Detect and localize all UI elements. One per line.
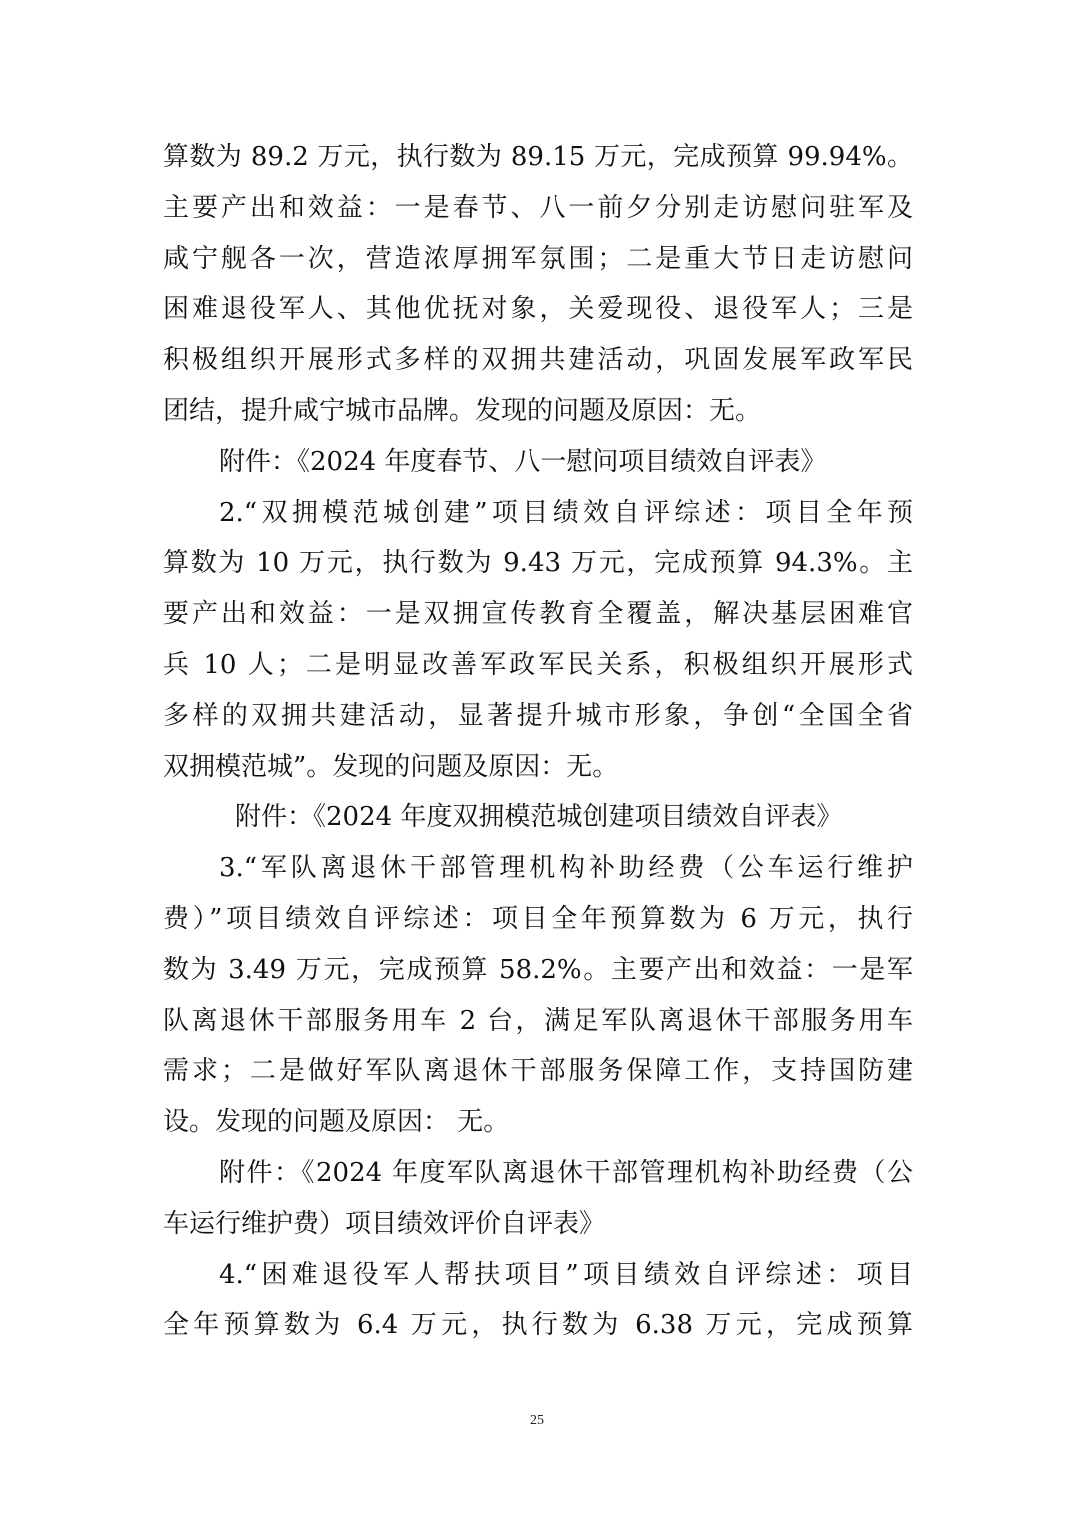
attachment-line: 附件：《2024 年度双拥模范城创建项目绩效自评表》 [235,802,843,833]
text-line: 全年预算数为 6.4 万元，执行数为 6.38 万元，完成预算 [163,1310,913,1341]
attachment-line: 附件：《2024 年度军队离退休干部管理机构补助经费（公 [219,1157,913,1188]
text-line: 积极组织开展形式多样的双拥共建活动，巩固发展军政军民 [163,345,913,376]
text-line: 咸宁舰各一次，营造浓厚拥军氛围；二是重大节日走访慰问 [163,243,913,274]
text-line: 团结，提升咸宁城市品牌。发现的问题及原因：无。 [163,395,762,426]
text-line: 算数为 89.2 万元，执行数为 89.15 万元，完成预算 99.94%。 [163,142,913,172]
text-line: 数为 3.49 万元，完成预算 58.2%。主要产出和效益：一是军 [163,954,913,985]
text-line: 困难退役军人、其他优抚对象，关爱现役、退役军人；三是 [163,294,913,325]
text-line: 要产出和效益：一是双拥宣传教育全覆盖，解决基层困难官 [163,599,913,630]
text-line: 需求；二是做好军队离退休干部服务保障工作，支持国防建 [163,1056,913,1087]
text-line: 4.“困难退役军人帮扶项目”项目绩效自评综述：项目 [219,1259,913,1290]
attachment-line: 车运行维护费）项目绩效评价自评表》 [163,1208,606,1239]
text-line: 设。发现的问题及原因： 无。 [163,1107,510,1138]
text-line: 双拥模范城”。发现的问题及原因：无。 [163,751,619,782]
document-body [163,132,913,1351]
text-line: 算数为 10 万元，执行数为 9.43 万元，完成预算 94.3%。主 [163,548,913,579]
text-line: 兵 10 人；二是明显改善军政军民关系，积极组织开展形式 [163,649,913,680]
text-line: 2.“双拥模范城创建”项目绩效自评综述：项目全年预 [219,497,913,528]
text-line: 队离退休干部服务用车 2 台，满足军队离退休干部服务用车 [163,1005,913,1036]
attachment-line: 附件：《2024 年度春节、八一慰问项目绩效自评表》 [219,446,827,477]
page-number: 25 [530,1413,544,1428]
text-line: 费）”项目绩效自评综述：项目全年预算数为 6 万元，执行 [163,903,913,934]
text-line: 主要产出和效益：一是春节、八一前夕分别走访慰问驻军及 [163,192,913,223]
text-line: 多样的双拥共建活动，显著提升城市形象，争创“全国全省 [163,700,913,731]
text-line: 3.“军队离退休干部管理机构补助经费（公车运行维护 [219,853,913,884]
